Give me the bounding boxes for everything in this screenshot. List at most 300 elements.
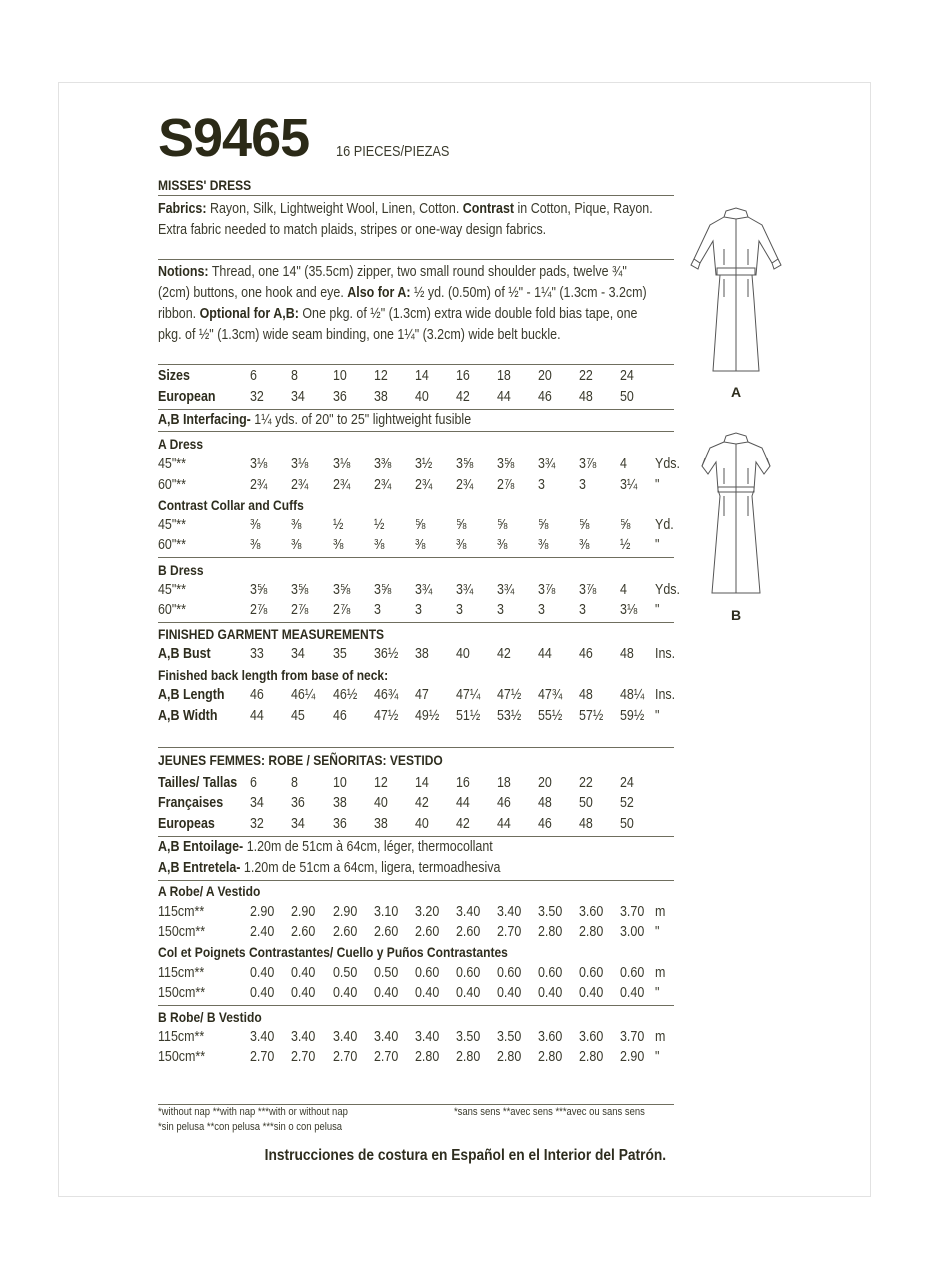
divider — [158, 622, 674, 623]
fabrics-label: Fabrics: — [158, 201, 207, 217]
table-cell: 48 — [579, 389, 593, 405]
table-cell: 36 — [291, 795, 305, 811]
entretela-line-text: 1.20m de 51cm a 64cm, ligera, termoadhesiva — [243, 860, 501, 876]
table-cell: 0.40 — [374, 985, 399, 1001]
divider — [158, 747, 674, 748]
divider — [158, 364, 674, 365]
row-label: 115cm** — [158, 904, 205, 920]
table-cell: 48 — [538, 795, 552, 811]
spanish-instructions-note — [0, 1147, 931, 1165]
table-row — [158, 477, 678, 497]
table-cell: 2¾ — [250, 477, 268, 493]
table-cell: ⅝ — [538, 517, 549, 533]
pattern-title: MISSES' DRESS — [158, 177, 252, 193]
table-cell: 3⅞ — [579, 582, 597, 598]
table-cell: 38 — [415, 646, 429, 662]
table-cell: 3¾ — [456, 582, 474, 598]
table-cell: 3⅜ — [374, 456, 392, 472]
table-cell: 2.80 — [538, 1049, 563, 1065]
table-cell: 3⅞ — [538, 582, 556, 598]
footnote-english: *without nap **with nap ***with or without nap — [158, 1106, 348, 1118]
fabrics-section — [158, 199, 674, 241]
tailles-row — [158, 775, 678, 795]
table-cell: 3⅝ — [333, 582, 351, 598]
table-cell: 2.80 — [579, 924, 604, 940]
sizes-row — [158, 368, 678, 388]
table-cell: 3 — [579, 477, 586, 493]
row-label: 115cm** — [158, 965, 205, 981]
table-cell: 45 — [291, 708, 305, 724]
table-cell: 14 — [415, 775, 429, 791]
entoilage-line — [158, 839, 493, 855]
table-cell: 2¾ — [415, 477, 433, 493]
table-row — [158, 582, 678, 602]
table-cell: 3⅛ — [250, 456, 268, 472]
table-cell: 3.60 — [579, 904, 604, 920]
table-cell: 2.80 — [497, 1049, 522, 1065]
table-cell: 36 — [333, 389, 347, 405]
table-cell: 3.00 — [620, 924, 645, 940]
table-cell: 0.60 — [415, 965, 440, 981]
table-cell: 3⅛ — [620, 602, 638, 618]
table-cell: 4 — [620, 456, 627, 472]
table-cell: 46¼ — [291, 687, 316, 703]
table-row — [158, 1049, 678, 1069]
table-cell: 18 — [497, 368, 511, 384]
table-cell: 42 — [456, 389, 470, 405]
row-label: 115cm** — [158, 1029, 205, 1045]
francaises-row — [158, 795, 678, 815]
table-row — [158, 904, 678, 924]
table-cell: 3.40 — [250, 1029, 275, 1045]
table-cell: 4 — [620, 582, 627, 598]
dress-view-a-sketch-icon — [686, 205, 786, 380]
table-row — [158, 985, 678, 1005]
table-cell: 50 — [620, 389, 634, 405]
unit-label: " — [655, 708, 660, 724]
table-row — [158, 456, 678, 476]
row-label: 150cm** — [158, 1049, 206, 1065]
table-cell: 32 — [250, 816, 264, 832]
table-cell: 14 — [415, 368, 429, 384]
table-cell: 0.40 — [333, 985, 358, 1001]
interfacing-line-text: 1¼ yds. of 20" to 25" lightweight fusible — [254, 412, 472, 428]
table-cell: 0.50 — [374, 965, 399, 981]
table-cell: 0.40 — [456, 985, 481, 1001]
unit-label: " — [655, 602, 660, 618]
unit-label: Yds. — [655, 582, 680, 598]
table-cell: 2.70 — [497, 924, 522, 940]
table-cell: ⅝ — [415, 517, 426, 533]
table-cell: 2.60 — [456, 924, 481, 940]
european-sizes-row — [158, 389, 678, 409]
table-cell: 2.60 — [291, 924, 316, 940]
notions-line: ribbon. — [158, 306, 197, 322]
table-cell: 0.60 — [538, 965, 563, 981]
table-cell: 10 — [333, 775, 347, 791]
table-cell: 2.70 — [291, 1049, 316, 1065]
table-cell: 3¾ — [497, 582, 515, 598]
table-cell: 44 — [497, 816, 511, 832]
table-cell: 3.70 — [620, 904, 645, 920]
table-cell: 3⅛ — [291, 456, 309, 472]
row-label: Tailles/ Tallas — [158, 775, 238, 791]
unit-label: " — [655, 477, 660, 493]
table-cell: 24 — [620, 368, 634, 384]
table-cell: ⅝ — [456, 517, 467, 533]
row-label: 150cm** — [158, 985, 206, 1001]
table-cell: ⅝ — [620, 517, 631, 533]
col-poignets-heading: Col et Poignets Contrastantes/ Cuello y Puños Contrastantes — [158, 944, 508, 960]
piece-count: 16 PIECES/PIEZAS — [336, 143, 450, 160]
footnote-french: *sans sens **avec sens ***avec ou sans sens — [454, 1106, 645, 1118]
unit-label: Ins. — [655, 646, 676, 662]
table-cell: 18 — [497, 775, 511, 791]
table-cell: 46 — [497, 795, 511, 811]
table-cell: 2.60 — [374, 924, 399, 940]
table-cell: 34 — [291, 646, 305, 662]
table-cell: 2.80 — [415, 1049, 440, 1065]
divider — [158, 195, 674, 196]
table-cell: 48 — [620, 646, 634, 662]
a-robe-heading: A Robe/ A Vestido — [158, 883, 261, 899]
table-cell: 2.80 — [579, 1049, 604, 1065]
row-label: 45"** — [158, 582, 187, 598]
unit-label: Ins. — [655, 687, 676, 703]
table-cell: 2.60 — [415, 924, 440, 940]
table-cell: 3¾ — [415, 582, 433, 598]
table-cell: 3.40 — [415, 1029, 440, 1045]
table-cell: 40 — [415, 389, 429, 405]
table-cell: 52 — [620, 795, 634, 811]
entretela-line-label: A,B Entretela- — [158, 860, 241, 876]
contrast-text: in Cotton, Pique, Rayon. — [517, 201, 653, 217]
table-cell: 32 — [250, 389, 264, 405]
table-cell: 44 — [538, 646, 552, 662]
table-cell: 3¾ — [538, 456, 556, 472]
table-cell: 0.60 — [579, 965, 604, 981]
notions-label: Notions: — [158, 264, 209, 280]
back-length-note: Finished back length from base of neck: — [158, 667, 389, 683]
divider — [158, 409, 674, 410]
table-cell: 55½ — [538, 708, 563, 724]
row-label: 45"** — [158, 456, 187, 472]
table-cell: 0.40 — [620, 985, 645, 1001]
table-cell: ⅜ — [456, 537, 467, 553]
table-cell: 0.40 — [250, 985, 275, 1001]
pattern-number: S9465 — [158, 108, 310, 168]
row-label: Françaises — [158, 795, 224, 811]
table-cell: 2.70 — [374, 1049, 399, 1065]
table-cell: 6 — [250, 775, 257, 791]
table-cell: 3.40 — [456, 904, 481, 920]
table-cell: 16 — [456, 775, 470, 791]
table-cell: 0.50 — [333, 965, 358, 981]
table-cell: 2.90 — [620, 1049, 645, 1065]
table-cell: 34 — [291, 816, 305, 832]
table-cell: 3¼ — [620, 477, 638, 493]
table-cell: 0.40 — [291, 985, 316, 1001]
table-cell: 34 — [250, 795, 264, 811]
table-cell: 2⅞ — [250, 602, 268, 618]
table-cell: 10 — [333, 368, 347, 384]
fabrics-text: Rayon, Silk, Lightweight Wool, Linen, Cotton. — [209, 201, 460, 217]
table-cell: 3.50 — [456, 1029, 481, 1045]
table-cell: 2.80 — [538, 924, 563, 940]
table-cell: 38 — [333, 795, 347, 811]
table-cell: 46 — [250, 687, 264, 703]
table-cell: 0.40 — [250, 965, 275, 981]
unit-label: m — [655, 904, 666, 920]
table-cell: 51½ — [456, 708, 481, 724]
table-cell: 3⅛ — [333, 456, 351, 472]
table-cell: 46¾ — [374, 687, 399, 703]
table-cell: ½ — [374, 517, 385, 533]
table-cell: 12 — [374, 368, 388, 384]
table-cell: 48¼ — [620, 687, 645, 703]
table-cell: ⅜ — [333, 537, 344, 553]
notions-line: (2cm) buttons, one hook and eye. — [158, 285, 344, 301]
width-row — [158, 708, 678, 728]
table-cell: ⅜ — [250, 517, 261, 533]
table-cell: 3 — [538, 477, 545, 493]
table-cell: 2⅞ — [497, 477, 515, 493]
divider — [158, 1005, 674, 1006]
view-label-b: B — [731, 607, 742, 623]
table-cell: 48 — [579, 687, 593, 703]
table-cell: 3 — [456, 602, 463, 618]
table-cell: 2.80 — [456, 1049, 481, 1065]
table-cell: 0.40 — [538, 985, 563, 1001]
row-label: Sizes — [158, 368, 190, 384]
table-cell: ⅜ — [291, 537, 302, 553]
divider — [158, 1104, 674, 1105]
a-dress-heading: A Dress — [158, 436, 204, 452]
table-cell: ⅜ — [538, 537, 549, 553]
table-row — [158, 924, 678, 944]
table-cell: 3 — [538, 602, 545, 618]
table-cell: ⅜ — [579, 537, 590, 553]
table-cell: 2⅞ — [291, 602, 309, 618]
table-cell: 2¾ — [456, 477, 474, 493]
table-cell: 46½ — [333, 687, 358, 703]
table-row — [158, 537, 678, 557]
table-cell: 46 — [333, 708, 347, 724]
table-cell: 24 — [620, 775, 634, 791]
row-label: 60"** — [158, 477, 187, 493]
row-label: A,B Bust — [158, 646, 211, 662]
table-cell: 2¾ — [374, 477, 392, 493]
table-cell: 22 — [579, 775, 593, 791]
row-label: Europeas — [158, 816, 215, 832]
table-cell: 8 — [291, 368, 298, 384]
table-cell: 2.70 — [333, 1049, 358, 1065]
finished-measurements-heading: FINISHED GARMENT MEASUREMENTS — [158, 626, 385, 642]
contrast-collar-heading: Contrast Collar and Cuffs — [158, 497, 304, 513]
fabrics-extra: Extra fabric needed to match plaids, stripes or one-way design fabrics. — [158, 222, 547, 238]
table-cell: 20 — [538, 775, 552, 791]
length-row — [158, 687, 678, 707]
table-cell: 38 — [374, 389, 388, 405]
table-cell: 44 — [456, 795, 470, 811]
notions-line: Thread, one 14" (35.5cm) zipper, two small round shoulder pads, twelve ¾" — [211, 264, 627, 280]
table-cell: 2.90 — [250, 904, 275, 920]
table-cell: 3.40 — [374, 1029, 399, 1045]
table-cell: 3⅝ — [374, 582, 392, 598]
table-cell: ½ — [620, 537, 631, 553]
footnote-spanish: *sin pelusa **con pelusa ***sin o con pelusa — [158, 1121, 343, 1133]
table-cell: 3.50 — [497, 1029, 522, 1045]
table-cell: 34 — [291, 389, 305, 405]
table-cell: 42 — [497, 646, 511, 662]
table-cell: 3.20 — [415, 904, 440, 920]
table-cell: 3 — [415, 602, 422, 618]
table-row — [158, 602, 678, 622]
table-cell: 3 — [374, 602, 381, 618]
table-cell: 2¾ — [291, 477, 309, 493]
europeas-row — [158, 816, 678, 836]
table-cell: 53½ — [497, 708, 522, 724]
table-cell: 47 — [415, 687, 429, 703]
table-cell: 3.40 — [497, 904, 522, 920]
table-cell: 50 — [620, 816, 634, 832]
table-cell: 2.40 — [250, 924, 275, 940]
table-cell: 59½ — [620, 708, 645, 724]
table-cell: 3.60 — [538, 1029, 563, 1045]
table-cell: ⅜ — [415, 537, 426, 553]
table-cell: 22 — [579, 368, 593, 384]
table-cell: ⅜ — [291, 517, 302, 533]
row-label: 45"** — [158, 517, 187, 533]
table-cell: 33 — [250, 646, 264, 662]
table-cell: 3.60 — [579, 1029, 604, 1045]
table-row — [158, 517, 678, 537]
table-cell: 44 — [250, 708, 264, 724]
table-cell: 40 — [456, 646, 470, 662]
optional-label: Optional for A,B: — [199, 306, 299, 322]
table-cell: 47½ — [497, 687, 522, 703]
b-dress-heading: B Dress — [158, 562, 204, 578]
row-label: A,B Length — [158, 687, 225, 703]
table-row — [158, 965, 678, 985]
table-cell: 47¾ — [538, 687, 563, 703]
divider — [158, 259, 674, 260]
table-cell: 2.90 — [291, 904, 316, 920]
table-cell: 0.60 — [497, 965, 522, 981]
table-row — [158, 1029, 678, 1049]
table-cell: 3⅞ — [579, 456, 597, 472]
table-cell: 42 — [456, 816, 470, 832]
table-cell: 0.40 — [415, 985, 440, 1001]
table-cell: 2⅞ — [333, 602, 351, 618]
table-cell: 2.60 — [333, 924, 358, 940]
table-cell: 3.40 — [291, 1029, 316, 1045]
divider — [158, 431, 674, 432]
spanish-note-text: Instrucciones de costura en Español en el Interior del Patrón. — [264, 1147, 667, 1164]
divider — [158, 880, 674, 881]
table-cell: 20 — [538, 368, 552, 384]
row-label: A,B Width — [158, 708, 218, 724]
contrast-label: Contrast — [462, 201, 515, 217]
notions-line: One pkg. of ½" (1.3cm) extra wide double fold bias tape, one — [302, 306, 638, 322]
table-cell: ⅝ — [497, 517, 508, 533]
table-cell: 3⅝ — [250, 582, 268, 598]
notions-line: pkg. of ½" (1.3cm) wide seam binding, one 1¼" (3.2cm) wide belt buckle. — [158, 327, 561, 343]
table-cell: 3.70 — [620, 1029, 645, 1045]
divider — [158, 557, 674, 558]
row-label: 60"** — [158, 602, 187, 618]
table-cell: 44 — [497, 389, 511, 405]
table-cell: 3⅝ — [291, 582, 309, 598]
row-label: 60"** — [158, 537, 187, 553]
table-cell: 36 — [333, 816, 347, 832]
table-cell: 3⅝ — [497, 456, 515, 472]
notions-line: ½ yd. (0.50m) of ½" - 1¼" (1.3cm - 3.2cm) — [413, 285, 647, 301]
table-cell: ⅜ — [250, 537, 261, 553]
unit-label: " — [655, 1049, 660, 1065]
table-cell: 0.40 — [497, 985, 522, 1001]
table-cell: 3 — [579, 602, 586, 618]
unit-label: Yds. — [655, 456, 680, 472]
table-cell: 2¾ — [333, 477, 351, 493]
row-label: European — [158, 389, 216, 405]
table-cell: 46 — [538, 816, 552, 832]
table-cell: 38 — [374, 816, 388, 832]
unit-label: " — [655, 985, 660, 1001]
table-cell: ⅜ — [374, 537, 385, 553]
table-cell: 3.10 — [374, 904, 399, 920]
table-cell: 0.40 — [291, 965, 316, 981]
table-cell: 6 — [250, 368, 257, 384]
table-cell: 40 — [415, 816, 429, 832]
table-cell: 46 — [579, 646, 593, 662]
unit-label: Yd. — [655, 517, 674, 533]
entoilage-line-text: 1.20m de 51cm à 64cm, léger, thermocollant — [246, 839, 493, 855]
table-cell: ½ — [333, 517, 344, 533]
also-for-a-label: Also for A: — [347, 285, 411, 301]
table-cell: 48 — [579, 816, 593, 832]
row-label: 150cm** — [158, 924, 206, 940]
international-title: JEUNES FEMMES: ROBE / SEÑORITAS: VESTIDO — [158, 752, 443, 768]
table-cell: 50 — [579, 795, 593, 811]
table-cell: 46 — [538, 389, 552, 405]
table-cell: 3 — [497, 602, 504, 618]
view-label-a: A — [731, 384, 742, 400]
table-cell: 57½ — [579, 708, 604, 724]
table-cell: 0.60 — [456, 965, 481, 981]
table-cell: 35 — [333, 646, 347, 662]
notions-section — [158, 262, 674, 346]
unit-label: m — [655, 965, 666, 981]
unit-label: " — [655, 537, 660, 553]
entretela-line — [158, 860, 500, 876]
dress-view-b-sketch-icon — [686, 430, 786, 600]
table-cell: 3.40 — [333, 1029, 358, 1045]
table-cell: ⅝ — [579, 517, 590, 533]
bust-row — [158, 646, 678, 666]
table-cell: 3.50 — [538, 904, 563, 920]
table-cell: 47½ — [374, 708, 399, 724]
divider — [158, 836, 674, 837]
table-cell: 42 — [415, 795, 429, 811]
b-robe-heading: B Robe/ B Vestido — [158, 1009, 262, 1025]
table-cell: ⅜ — [497, 537, 508, 553]
table-cell: 47¼ — [456, 687, 481, 703]
interfacing-line — [158, 412, 471, 428]
unit-label: " — [655, 924, 660, 940]
table-cell: 3⅝ — [456, 456, 474, 472]
table-cell: 2.70 — [250, 1049, 275, 1065]
